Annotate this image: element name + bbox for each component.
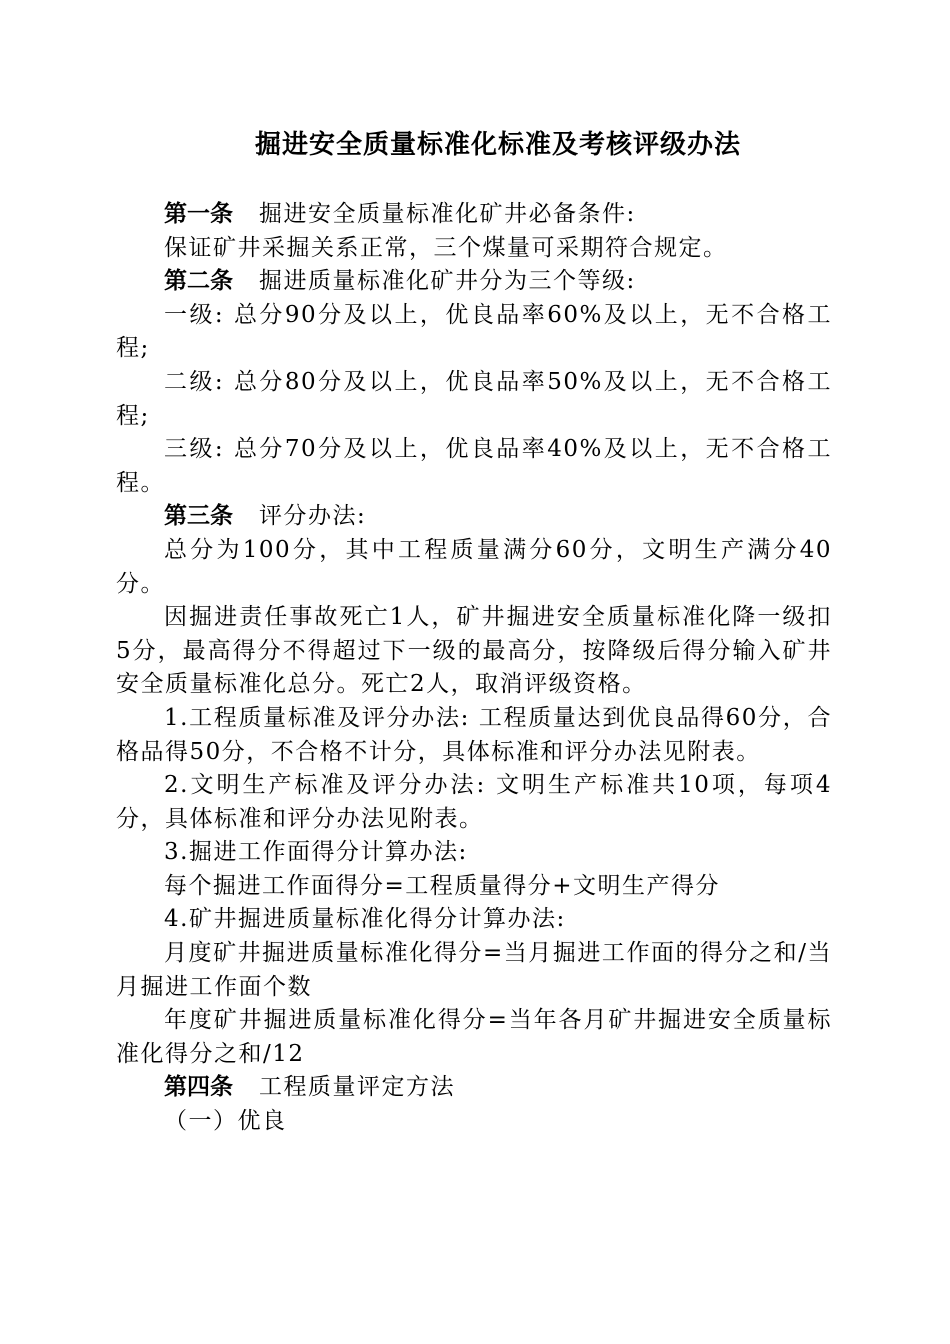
paragraph <box>116 534 832 601</box>
paragraph <box>116 903 832 937</box>
paragraph-text: 年度矿井掘进质量标准化得分=当年各月矿井掘进安全质量标准化得分之和/12 <box>116 1007 832 1067</box>
article-number: 第一条 <box>164 201 233 227</box>
paragraph-text: 掘进安全质量标准化矿井必备条件: <box>259 201 636 227</box>
paragraph-text: 1.工程质量标准及评分办法: 工程质量达到优良品得60分，合格品得50分，不合格不计分，具体标准和评分办法见附表。 <box>116 704 832 765</box>
article-number: 第四条 <box>164 1074 233 1101</box>
paragraph <box>116 937 832 1004</box>
paragraph-text: 月度矿井掘进质量标准化得分=当月掘进工作面的得分之和/当月掘进工作面个数 <box>116 940 832 1000</box>
paragraph-text: 三级: 总分70分及以上，优良品率40%及以上，无不合格工程。 <box>116 436 832 496</box>
paragraph-text: 掘进质量标准化矿井分为三个等级: <box>259 268 636 295</box>
paragraph <box>116 702 832 769</box>
paragraph <box>116 836 832 870</box>
paragraph-text: 评分办法: <box>259 503 367 530</box>
paragraph-text: 保证矿井采掘关系正常，三个煤量可采期符合规定。 <box>164 234 728 261</box>
article-4-paragraph <box>116 1071 832 1105</box>
grade-2-paragraph <box>116 366 832 433</box>
paragraph-text: 4.矿井掘进质量标准化得分计算办法: <box>164 906 566 933</box>
grade-1-paragraph <box>116 299 832 366</box>
document-title: 掘进安全质量标准化标准及考核评级办法 <box>254 130 741 160</box>
article-number: 第三条 <box>164 503 233 530</box>
article-3-paragraph <box>116 500 832 534</box>
document-body <box>116 198 832 1139</box>
paragraph-text: 二级: 总分80分及以上，优良品率50%及以上，无不合格工程; <box>116 368 832 429</box>
paragraph-text: 每个掘进工作面得分=工程质量得分+文明生产得分 <box>164 872 721 899</box>
article-2-paragraph <box>116 265 832 299</box>
paragraph-text: 因掘进责任事故死亡1人，矿井掘进安全质量标准化降一级扣5分，最高得分不得超过下一级的最高分，按降级后得分输入矿井安全质量标准化总分。死亡2人，取消评级资格。 <box>116 604 832 698</box>
grade-3-paragraph <box>116 433 832 500</box>
paragraph-text: 工程质量评定方法 <box>259 1074 455 1101</box>
paragraph-text: （一）优良 <box>164 1108 287 1135</box>
paragraph <box>116 1105 832 1139</box>
paragraph-text: 一级: 总分90分及以上，优良品率60%及以上，无不合格工程; <box>116 301 832 362</box>
paragraph <box>116 769 832 836</box>
paragraph-text: 3.掘进工作面得分计算办法: <box>164 839 468 866</box>
paragraph <box>116 232 832 266</box>
paragraph <box>116 1004 832 1071</box>
article-1-paragraph <box>116 198 832 232</box>
paragraph <box>116 601 832 702</box>
paragraph-text: 总分为100分，其中工程质量满分60分，文明生产满分40分。 <box>116 536 832 597</box>
paragraph-text: 2.文明生产标准及评分办法: 文明生产标准共10项，每项4分，具体标准和评分办法见附表。 <box>116 772 832 832</box>
paragraph <box>116 870 832 904</box>
article-number: 第二条 <box>164 268 233 295</box>
